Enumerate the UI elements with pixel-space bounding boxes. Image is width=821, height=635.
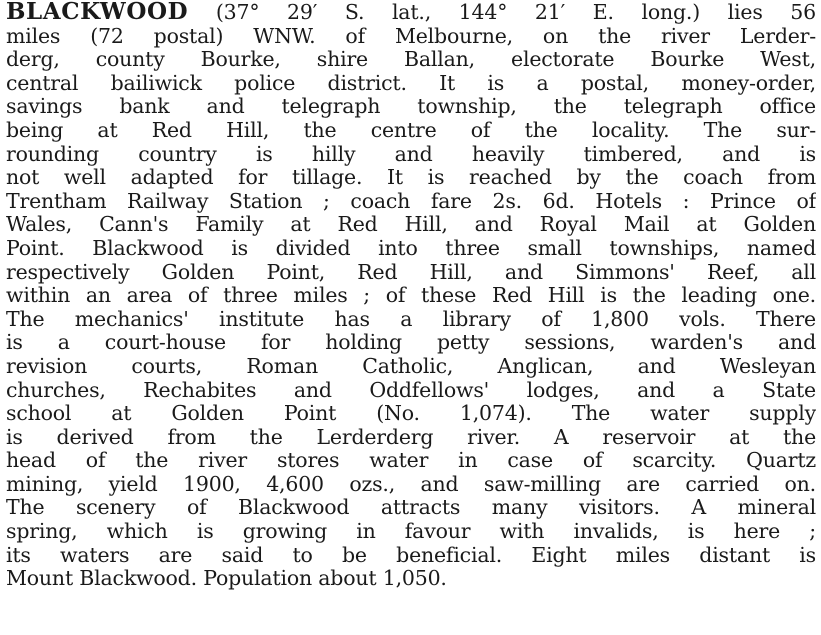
entry-line: within an area of three miles ; of these Red Hill is the leading one. <box>6 284 816 308</box>
entry-line: spring, which is growing in favour with invalids, is here ; <box>6 520 816 544</box>
entry-line: rounding country is hilly and heavily timbered, and is <box>6 142 816 166</box>
entry-line: Trentham Railway Station ; coach fare 2s. 6d. Hotels : Prince of <box>6 189 816 213</box>
entry-line: is derived from the Lerderderg river. A reservoir at the <box>6 425 816 449</box>
entry-line: Point. Blackwood is divided into three small townships, named <box>6 236 816 260</box>
entry-line: school at Golden Point (No. 1,074). The water supply <box>6 402 816 426</box>
entry-line: not well adapted for tillage. It is reached by the coach from <box>6 166 816 190</box>
entry-coordinates: (37° 29′ S. lat., 144° 21′ E. long.) lies 56 <box>188 0 816 24</box>
entry-line: its waters are said to be beneficial. Eight miles distant is <box>6 543 816 567</box>
entry-line: derg, county Bourke, shire Ballan, electorate Bourke West, <box>6 48 816 72</box>
entry-line: The scenery of Blackwood attracts many visitors. A mineral <box>6 496 816 520</box>
entry-headword: BLACKWOOD <box>6 0 189 25</box>
entry-line: savings bank and telegraph township, the telegraph office <box>6 95 816 119</box>
entry-line: churches, Rechabites and Oddfellows' lodges, and a State <box>6 378 816 402</box>
entry-line: Wales, Cann's Family at Red Hill, and Royal Mail at Golden <box>6 213 816 237</box>
entry-line: head of the river stores water in case of scarcity. Quartz <box>6 449 816 473</box>
entry-line-last: Mount Blackwood. Population about 1,050. <box>6 567 447 591</box>
entry-line: being at Red Hill, the centre of the locality. The sur- <box>6 118 816 142</box>
entry-line: miles (72 postal) WNW. of Melbourne, on the river Lerder- <box>6 24 816 48</box>
entry-line: revision courts, Roman Catholic, Anglican, and Wesleyan <box>6 354 816 378</box>
gazetteer-entry <box>6 0 816 591</box>
entry-line: respectively Golden Point, Red Hill, and Simmons' Reef, all <box>6 260 816 284</box>
entry-line: mining, yield 1900, 4,600 ozs., and saw-milling are carried on. <box>6 472 816 496</box>
entry-line: central bailiwick police district. It is a postal, money-order, <box>6 71 816 95</box>
entry-line-1 <box>6 0 816 25</box>
entry-line: The mechanics' institute has a library of 1,800 vols. There <box>6 307 816 331</box>
entry-line: is a court-house for holding petty sessions, warden's and <box>6 331 816 355</box>
